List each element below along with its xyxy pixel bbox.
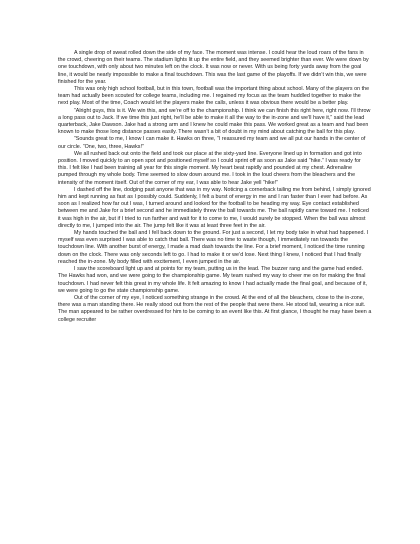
paragraph-1: A single drop of sweat rolled down the side of my face. The moment was intense. I could hear the loud roars of the fans in the crowd, cheering on their teams. The stadium lights lit up the entire field, and they seemed brighter than ever. We were down by one touchdown, with only about two minutes left on the clock. It was now or never. With us being forty yards away from the goal line, it would be nearly impossible to make a final touchdown. This was the last game of the playoffs. If we didn’t win this, we were finished for the year. bbox=[58, 50, 369, 85]
paragraph-8: I saw the scoreboard light up and at points for my team, putting us in the lead. The buzzer rang and the game had ended. The Hawks had won, and we were going to the championship game. My team rushed my way to cheer me on for making the final touchdown. I had never felt this great in my whole life. It felt amazing to know I had actually made the final goal, and because of it, we were going to go the state championship game. bbox=[58, 266, 368, 294]
document-page bbox=[58, 50, 372, 324]
paragraph-5: We all rushed back out onto the field and took our place at the sixty-yard line. Everyone lined up in formation and got into position. I moved quickly to an open spot and positioned myself so I could sprint off as soon as Jake said “hike.” I was ready for this. I felt like I had been training all year for this single moment. My heart beat rapidly and pounded at my chest. Adrenaline pumped through my whole body. Time seemed to slow down around me. I took in the loud cheers from the bleachers and the intensity of the moment itself. Out of the corner of my ear, I was able to hear Jake yell “hike!” bbox=[58, 150, 362, 186]
paragraph-3: “Alright guys, this is it. We win this, and we’re off to the championship. I think we can finish this right here, right now. I’ll throw a long pass out to Jack. If we time this just right, he’ll be able to make it all the way to the in-zone and we’ll have it,” said the lead quarterback, Jake Dawson. Jake had a strong arm and I knew he could make this pass. We worked great as a team and had been known to make those long distance passes easily. There wasn’t a bit of doubt in my mind about catching the ball for this play. bbox=[58, 107, 371, 136]
paragraph-2: This was only high school football, but in this town, football was the important thing about school. Many of the players on the team had actually been scouted for college teams, including me. I regained my focus as the team huddled together to make the next play. Most of the time, Coach would let the players make the calls, unless it was obvious there would be a better play. bbox=[58, 86, 370, 107]
paragraph-6: I dashed off the line, dodging past anyone that was in my way. Noticing a cornerback tailing me from behind, I simply ignored him and kept running as fast as I possibly could. Suddenly, I felt a burst of energy in me and I ran faster than I ever had before. As soon as I realized how far out I was, I turned around and looked for the football to be heading my way. Eye contact established between me and Jake for a brief second and he immediately threw the ball towards me. The ball rapidly came toward me. I noticed it was high in the air, but if I tried to run farther and wait for it to come to me, I would surely be stopped. When the ball was almost directly to me, I jumped into the air. The jump felt like it was at least three feet in the air. bbox=[58, 186, 371, 229]
paragraph-4: “Sounds great to me, I know I can make it. Hawks on three, “I reassured my team and we all put our hands in the center of our circle. “One, two, three, Hawks!” bbox=[58, 136, 366, 150]
paragraph-9: Out of the corner of my eye, I noticed something strange in the crowd. At the end of all the bleachers, close to the in-zone, there was a man standing there. He really stood out from the rest of the people that were there. He stood tall, wearing a nice suit. The man appeared to be rather overdressed for him to be coming to an event like this. At first glance, I thought he may have been a college recruiter bbox=[58, 294, 372, 323]
paragraph-7: My hands touched the ball and I fell back down to the ground. For just a second, I let my body take in what had happened. I myself was even surprised I was able to catch that ball. There was no time to waste though, I immediately ran towards the touchdown line. With another burst of energy, I made a mad dash towards the line. For a brief moment, I noticed the time running down on the clock. There was only seconds left to go. I had to make it or we’d lose. Next thing I knew, I noticed that I had finally reached the in-zone. My body filled with excitement, I even jumped in the air. bbox=[58, 230, 369, 265]
